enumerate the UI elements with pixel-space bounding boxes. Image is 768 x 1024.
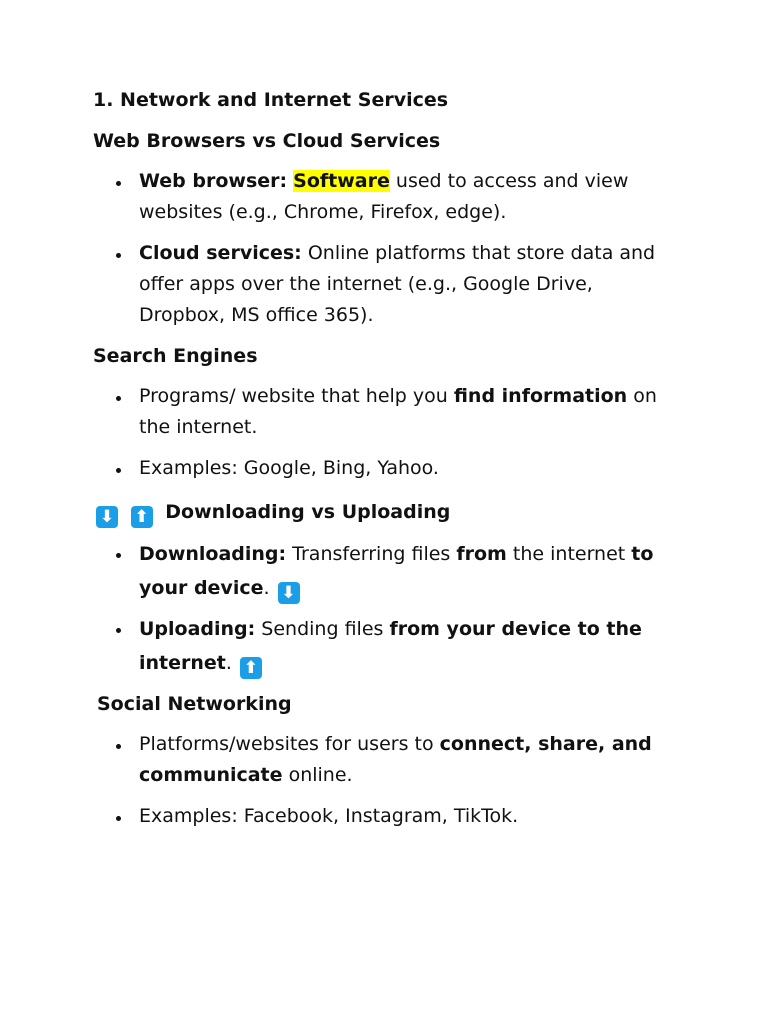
text-web-browser: used to access and view websites (e.g., Chrome, Firefox, edge). (139, 170, 629, 223)
list-item-uploading (0, 612, 679, 680)
bold-find-information: find information (453, 385, 628, 407)
text-social-post: online. (282, 764, 353, 786)
list-item-cloud-services (0, 238, 679, 331)
list-item-web-browser (0, 166, 679, 228)
document-title: 1. Network and Internet Services (93, 89, 449, 111)
text-uploading-2: . (225, 652, 232, 674)
highlighted-software: Software (293, 170, 390, 192)
heading-web-browsers: Web Browsers vs Cloud Services (93, 130, 441, 152)
arrow-down-icon: ⬇ (96, 506, 118, 528)
text-social-pre: Platforms/websites for users to (139, 733, 440, 755)
text-search-post: on the internet. (139, 385, 657, 438)
list-item-downloading (0, 537, 679, 605)
arrow-up-icon: ⬆ (131, 506, 153, 528)
heading-downloading-uploading: Downloading vs Uploading (165, 501, 451, 523)
text-uploading-1: Sending files (255, 618, 390, 640)
term-downloading: Downloading: (139, 543, 287, 565)
text-downloading-3: . (263, 577, 270, 599)
text-cloud-services: Online platforms that store data and offer apps over the internet (e.g., Google Drive, Dropbox, MS office 365). (139, 242, 656, 326)
list-item-social-platforms (0, 729, 679, 791)
list-search-engines (0, 381, 768, 484)
heading-downloading-uploading-row (96, 500, 450, 528)
heading-search-engines: Search Engines (93, 345, 258, 367)
term-cloud-services: Cloud services: (139, 242, 302, 264)
list-item-social-examples (0, 801, 679, 832)
heading-social-networking: Social Networking (97, 693, 292, 715)
bold-from: from (456, 543, 507, 565)
text-search-pre: Programs/ website that help you (139, 385, 454, 407)
text-search-examples: Examples: Google, Bing, Yahoo. (139, 457, 439, 479)
arrow-down-icon: ⬇ (278, 582, 300, 604)
arrow-up-icon: ⬆ (240, 657, 262, 679)
bold-connect-share-communicate: connect, share, and communicate (139, 733, 652, 786)
text-social-examples: Examples: Facebook, Instagram, TikTok. (139, 805, 519, 827)
term-web-browser: Web browser: (139, 170, 288, 192)
list-web-browsers (0, 166, 768, 331)
list-item-search-examples (0, 453, 679, 484)
list-downloading-uploading (0, 537, 768, 680)
bold-from-your-device-to-the-internet: from your device to the internet (139, 618, 642, 674)
text-downloading-2: the internet (506, 543, 632, 565)
bold-to-your-device: to your device (139, 543, 654, 599)
term-uploading: Uploading: (139, 618, 256, 640)
list-item-search-programs (0, 381, 679, 443)
list-social-networking (0, 729, 768, 832)
text-downloading-1: Transferring files (286, 543, 457, 565)
